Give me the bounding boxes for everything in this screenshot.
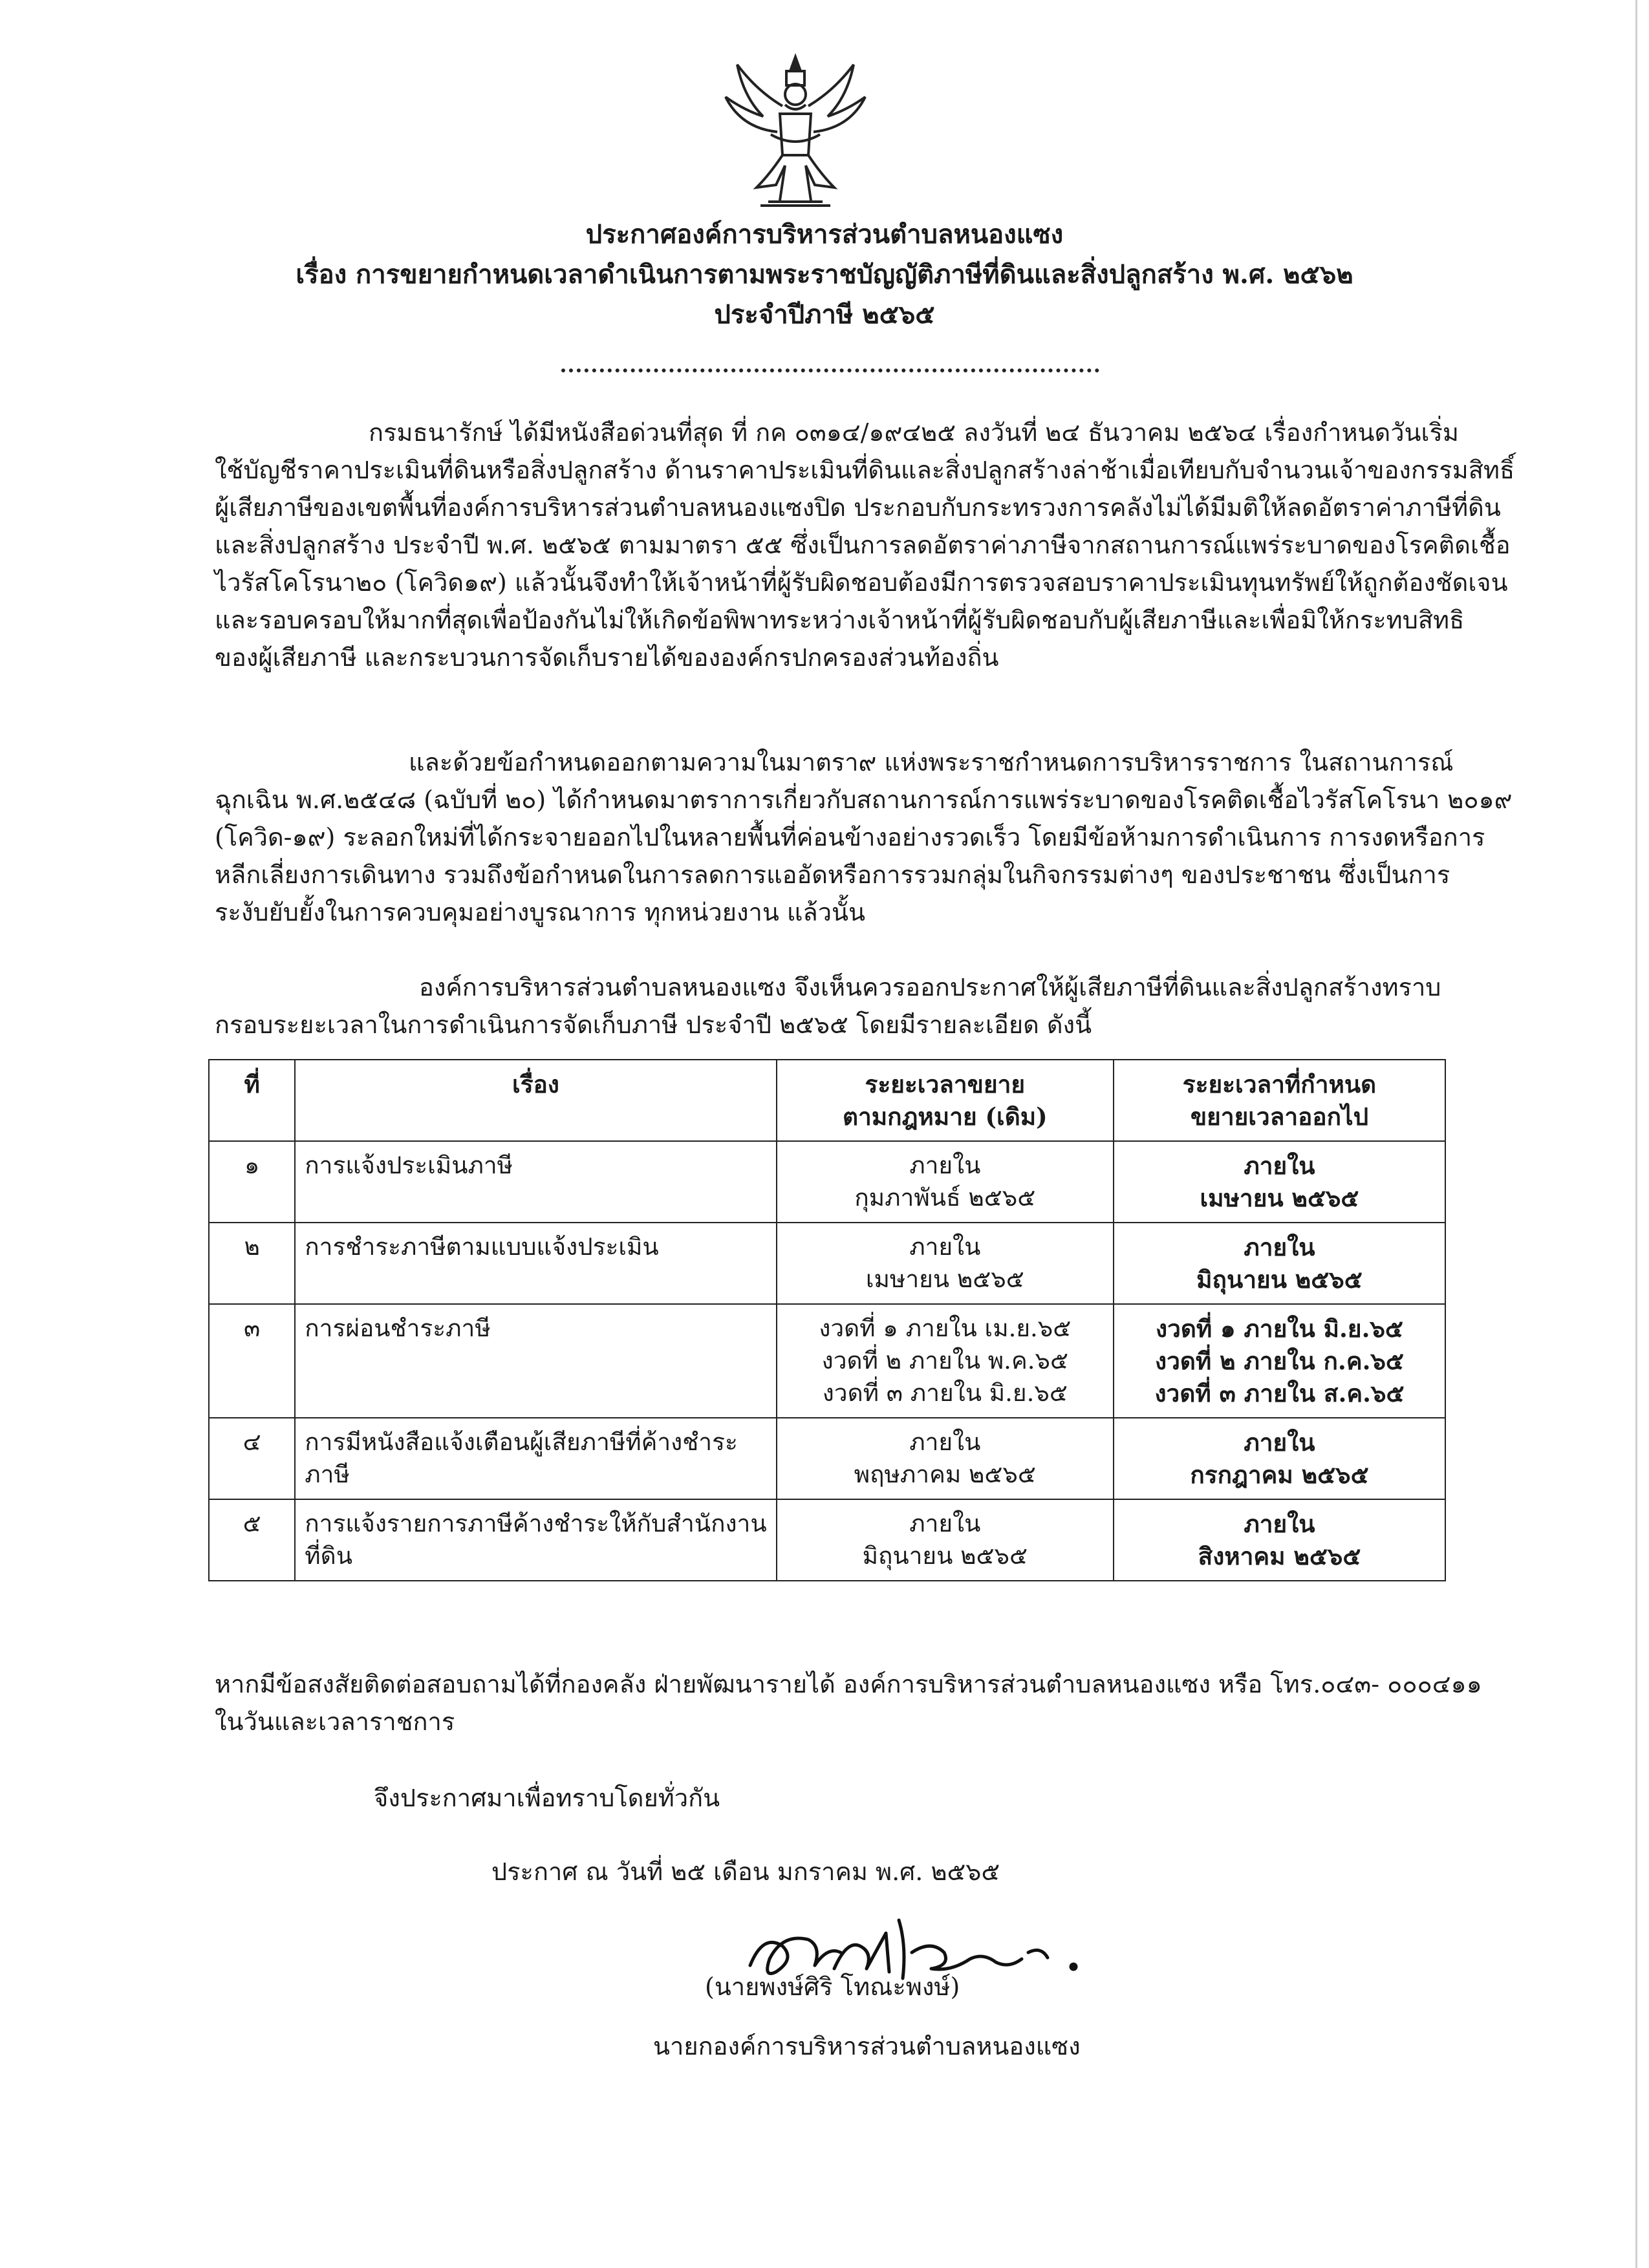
paragraph-line: องค์การบริหารส่วนตำบลหนองแซง จึงเห็นควรออกประกาศให้ผู้เสียภาษีที่ดินและสิ่งปลูกสร้างทราบ	[419, 973, 1441, 1001]
row-subject: การชำระภาษีตามแบบแจ้งประเมิน	[295, 1223, 776, 1304]
row-new-period: ภายใน กรกฎาคม ๒๕๖๕	[1114, 1418, 1445, 1499]
contact-line: หากมีข้อสงสัยติดต่อสอบถามได้ที่กองคลัง ฝ่ายพัฒนารายได้ องค์การบริหารส่วนตำบลหนองแซง หรือ โทร.๐๔๓- ๐๐๐๔๑๑	[215, 1670, 1482, 1698]
announcement-title: ประกาศองค์การบริหารส่วนตำบลหนองแซง	[585, 219, 1064, 250]
row-old-period: ภายใน มิถุนายน ๒๕๖๕	[777, 1499, 1114, 1581]
announcement-date: ประกาศ ณ วันที่ ๒๕ เดือน มกราคม พ.ศ. ๒๕๖๕	[491, 1857, 1000, 1886]
paragraph-line: ฉุกเฉิน พ.ศ.๒๕๔๘ (ฉบับที่ ๒๐) ได้กำหนดมาตราการเกี่ยวกับสถานการณ์การแพร่ระบาดของโรคติดเชื้อไวรัสโคโรนา ๒๐๑๙	[215, 786, 1513, 814]
row-new-period: งวดที่ ๑ ภายใน มิ.ย.๖๕ งวดที่ ๒ ภายใน ก.ค.๖๕ งวดที่ ๓ ภายใน ส.ค.๖๕	[1114, 1304, 1445, 1418]
row-number: ๔	[209, 1418, 295, 1499]
table-header-row	[209, 1060, 1445, 1141]
table-row	[209, 1223, 1445, 1304]
table-row	[209, 1499, 1445, 1581]
garuda-emblem-icon	[718, 52, 873, 213]
paragraph-line: กรอบระยะเวลาในการดำเนินการจัดเก็บภาษี ประจำปี ๒๕๖๕ โดยมีรายละเอียด ดังนี้	[215, 1011, 1092, 1039]
row-subject: การแจ้งประเมินภาษี	[295, 1141, 776, 1223]
announcement-subject: เรื่อง การขยายกำหนดเวลาดำเนินการตามพระราชบัญญัติภาษีที่ดินและสิ่งปลูกสร้าง พ.ศ. ๒๕๖๒	[296, 259, 1353, 290]
body-paragraph-3	[215, 968, 1443, 1043]
row-old-period: งวดที่ ๑ ภายใน เม.ย.๖๕ งวดที่ ๒ ภายใน พ.ค.๖๕ งวดที่ ๓ ภายใน มิ.ย.๖๕	[777, 1304, 1114, 1418]
table-row	[209, 1141, 1445, 1223]
row-number: ๕	[209, 1499, 295, 1581]
row-new-period: ภายใน สิงหาคม ๒๕๖๕	[1114, 1499, 1445, 1581]
header-old-period: ระยะเวลาขยาย ตามกฎหมาย (เดิม)	[777, 1060, 1114, 1141]
contact-line: ในวันและเวลาราชการ	[215, 1707, 455, 1736]
signer-title: นายกองค์การบริหารส่วนตำบลหนองแซง	[653, 2032, 1081, 2060]
table-row	[209, 1418, 1445, 1499]
paragraph-line: ไวรัสโคโรนา๒๐ (โควิด๑๙) แล้วนั้นจึงทำให้เจ้าหน้าที่ผู้รับผิดชอบต้องมีการตรวจสอบราคาประเมินทุนทรัพย์ให้ถูกต้องชัดเจน	[215, 568, 1508, 597]
body-paragraph-2	[215, 744, 1513, 931]
header-no: ที่	[209, 1060, 295, 1141]
header-subject: เรื่อง	[295, 1060, 776, 1141]
paragraph-line: และรอบครอบให้มากที่สุดเพื่อป้องกันไม่ให้เกิดข้อพิพาทระหว่างเจ้าหน้าที่ผู้รับผิดชอบกับผู้เสียภาษีและเพื่อมิให้กระทบสิทธิ	[215, 606, 1465, 634]
paragraph-line: กรมธนารักษ์ ได้มีหนังสือด่วนที่สุด ที่ กค ๐๓๑๔/๑๙๔๒๕ ลงวันที่ ๒๔ ธันวาคม ๒๕๖๔ เรื่องกำหนดวันเริ่ม	[369, 418, 1459, 447]
paragraph-line: ผู้เสียภาษีของเขตพื้นที่องค์การบริหารส่วนตำบลหนองแซงปิด ประกอบกับกระทรวงการคลังไม่ได้มีมติให้ลดอัตราค่าภาษีที่ดิน	[215, 493, 1501, 522]
closing-statement: จึงประกาศมาเพื่อทราบโดยทั่วกัน	[374, 1784, 720, 1812]
paragraph-line: และด้วยข้อกำหนดออกตามความในมาตรา๙ แห่งพระราชกำหนดการบริหารราชการ ในสถานการณ์	[409, 748, 1454, 776]
row-subject: การมีหนังสือแจ้งเตือนผู้เสียภาษีที่ค้างชำระ ภาษี	[295, 1418, 776, 1499]
tax-year: ประจำปีภาษี ๒๕๖๕	[714, 299, 935, 330]
table-row	[209, 1304, 1445, 1418]
row-old-period: ภายใน กุมภาพันธ์ ๒๕๖๕	[777, 1141, 1114, 1223]
paragraph-line: ของผู้เสียภาษี และกระบวนการจัดเก็บรายได้ขององค์กรปกครองส่วนท้องถิ่น	[215, 643, 999, 672]
body-paragraph-1	[215, 414, 1515, 676]
row-subject: การผ่อนชำระภาษี	[295, 1304, 776, 1418]
row-number: ๓	[209, 1304, 295, 1418]
row-old-period: ภายใน พฤษภาคม ๒๕๖๕	[777, 1418, 1114, 1499]
paragraph-line: (โควิด-๑๙) ระลอกใหม่ที่ได้กระจายออกไปในหลายพื้นที่ค่อนข้างอย่างรวดเร็ว โดยมีข้อห้ามการดำเนินการ การงดหรือการ	[215, 823, 1485, 851]
paragraph-line: ระงับยับยั้งในการควบคุมอย่างบูรณาการ ทุกหน่วยงาน แล้วนั้น	[215, 898, 865, 926]
row-subject: การแจ้งรายการภาษีค้างชำระให้กับสำนักงาน ที่ดิน	[295, 1499, 776, 1581]
schedule-table	[208, 1059, 1446, 1581]
row-new-period: ภายใน มิถุนายน ๒๕๖๕	[1114, 1223, 1445, 1304]
paragraph-line: ใช้บัญชีราคาประเมินที่ดินหรือสิ่งปลูกสร้าง ด้านราคาประเมินที่ดินและสิ่งปลูกสร้างล่าช้าเมื่อเทียบกับจำนวนเจ้าของกรรมสิทธิ์	[215, 456, 1515, 484]
scan-edge	[1635, 0, 1637, 2268]
paragraph-line: และสิ่งปลูกสร้าง ประจำปี พ.ศ. ๒๕๖๕ ตามมาตรา ๕๕ ซึ่งเป็นการลดอัตราค่าภาษีจากสถานการณ์แพร่ระบาดของโรคติดเชื้อ	[215, 531, 1511, 559]
contact-note	[215, 1665, 1482, 1740]
header-new-period: ระยะเวลาที่กำหนด ขยายเวลาออกไป	[1114, 1060, 1445, 1141]
row-number: ๒	[209, 1223, 295, 1304]
signer-name: (นายพงษ์ศิริ โทณะพงษ์)	[705, 1973, 960, 2001]
row-new-period: ภายใน เมษายน ๒๕๖๕	[1114, 1141, 1445, 1223]
dotted-divider	[561, 369, 1099, 372]
row-old-period: ภายใน เมษายน ๒๕๖๕	[777, 1223, 1114, 1304]
row-number: ๑	[209, 1141, 295, 1223]
paragraph-line: หลีกเลี่ยงการเดินทาง รวมถึงข้อกำหนดในการลดการแออัดหรือการรวมกลุ่มในกิจกรรมต่างๆ ของประชาชน ซึ่งเป็นการ	[215, 861, 1450, 889]
